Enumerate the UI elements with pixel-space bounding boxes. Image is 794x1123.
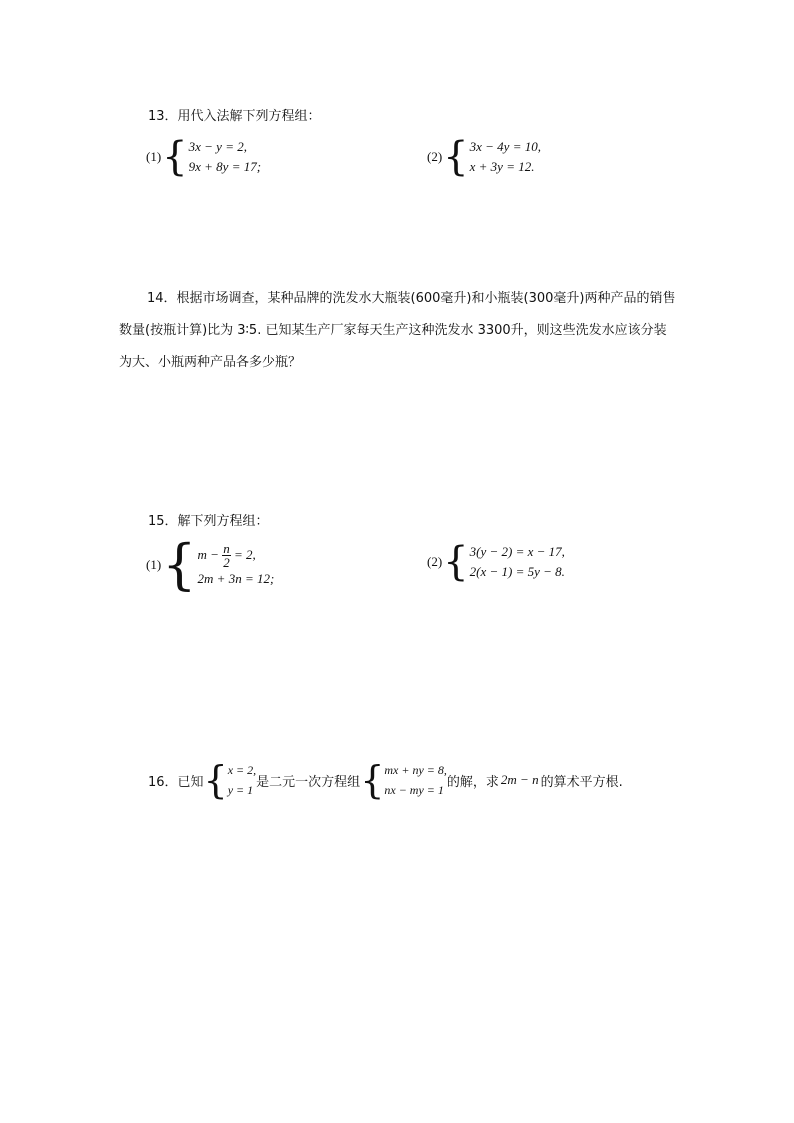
q14-text: 14．根据市场调查，某种品牌的洗发水大瓶装(600毫升)和小瓶装(300毫升)两种产品的销售数量(按瓶计算)比为 3∶5. 已知某生产厂家每天生产这种洗发水 3300升，则这些洗发水应该分装为大、小瓶两种产品各多少瓶？ (119, 291, 676, 370)
left-brace-icon: { (162, 533, 197, 596)
q13-part1-eq1: 3x − y = 2, (188, 139, 247, 154)
q16-suffix-a: 的解，求 (446, 774, 499, 790)
fraction-numerator: n (223, 541, 230, 557)
q15-part1-eq2: 2m + 3n = 12; (197, 571, 275, 587)
q15-part1-eq1-right: = 2, (233, 546, 256, 562)
q13-part2-eq1: 3x − 4y = 10, (469, 139, 541, 154)
q15-part2-eq1: 3(y − 2) = x − 17, (469, 544, 565, 559)
q16-suffix-b: 的算术平方根. (540, 774, 623, 790)
q15-part1 (146, 533, 275, 596)
q13-part1-system (189, 137, 261, 177)
left-brace-icon: { (203, 758, 228, 802)
q13-part2-label: (2) (427, 149, 443, 164)
q15-part1-label: (1) (146, 557, 162, 572)
q13-part2-eq2: x + 3y = 12. (469, 159, 535, 174)
q15-title: 15．解下列方程组： (148, 514, 269, 529)
q16-sys2-eq2: nx − my = 1 (384, 783, 444, 797)
q13-part1-label: (1) (146, 149, 162, 164)
q15-part2 (427, 539, 565, 585)
q15-part2-system (470, 542, 565, 582)
q16-prefix: 16．已知 (148, 774, 204, 790)
left-brace-icon: { (443, 539, 469, 585)
q15-part1-eq1 (198, 541, 275, 570)
fraction (222, 542, 231, 569)
q16-middle: 是二元一次方程组 (256, 774, 361, 790)
q15-part1-eq1-left: m − (197, 546, 219, 562)
fraction-denominator: 2 (223, 555, 230, 571)
q13-part2 (427, 134, 541, 180)
q15-part2-eq2: 2(x − 1) = 5y − 8. (469, 564, 565, 579)
q16-equation-system (360, 760, 447, 800)
q13-part1-eq2: 9x + 8y = 17; (188, 159, 262, 174)
q16-solution-system (204, 760, 257, 800)
left-brace-icon: { (443, 134, 469, 180)
q13-title: 13．用代入法解下列方程组： (148, 109, 321, 124)
q13-part2-system (470, 137, 541, 177)
q16-sys1-eq1: x = 2, (227, 763, 257, 777)
q15-part1-system (198, 541, 275, 590)
left-brace-icon: { (162, 134, 188, 180)
q16-sys2-eq1: mx + ny = 8, (384, 763, 447, 777)
q15-part2-label: (2) (427, 554, 443, 569)
q16-expression: 2m − n (500, 772, 539, 787)
left-brace-icon: { (360, 758, 385, 802)
q16-sys1-eq2: y = 1 (227, 783, 254, 797)
q16-line (148, 760, 623, 800)
q13-part1 (146, 134, 262, 180)
